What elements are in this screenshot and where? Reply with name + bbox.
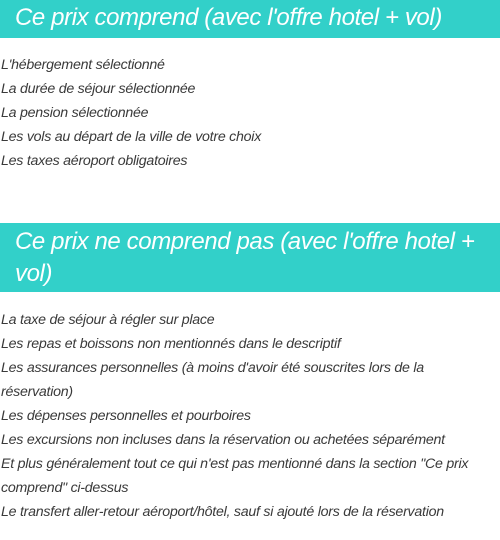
excludes-heading: Ce prix ne comprend pas (avec l'offre hotel + vol) bbox=[0, 223, 500, 292]
includes-heading: Ce prix comprend (avec l'offre hotel + vol) bbox=[0, 0, 500, 38]
list-item: Le transfert aller-retour aéroport/hôtel, sauf si ajouté lors de la réservation bbox=[1, 504, 444, 520]
excludes-list bbox=[0, 308, 500, 524]
list-item: Les vols au départ de la ville de votre choix bbox=[1, 129, 262, 145]
list-item: Et plus généralement tout ce qui n'est pas mentionné dans la section "Ce prix comprend" ci-dessus bbox=[1, 456, 469, 496]
list-item: Les assurances personnelles (à moins d'avoir été souscrites lors de la réservation) bbox=[1, 360, 424, 400]
list-item: Les taxes aéroport obligatoires bbox=[1, 153, 188, 169]
list-item: Les repas et boissons non mentionnés dans le descriptif bbox=[1, 336, 341, 352]
list-item: La pension sélectionnée bbox=[1, 105, 149, 121]
list-item: Les excursions non incluses dans la réservation ou achetées séparément bbox=[1, 432, 445, 448]
includes-list bbox=[0, 53, 500, 173]
list-item: L'hébergement sélectionné bbox=[1, 57, 165, 73]
list-item: La taxe de séjour à régler sur place bbox=[1, 312, 215, 328]
list-item: Les dépenses personnelles et pourboires bbox=[1, 408, 251, 424]
list-item: La durée de séjour sélectionnée bbox=[1, 81, 196, 97]
